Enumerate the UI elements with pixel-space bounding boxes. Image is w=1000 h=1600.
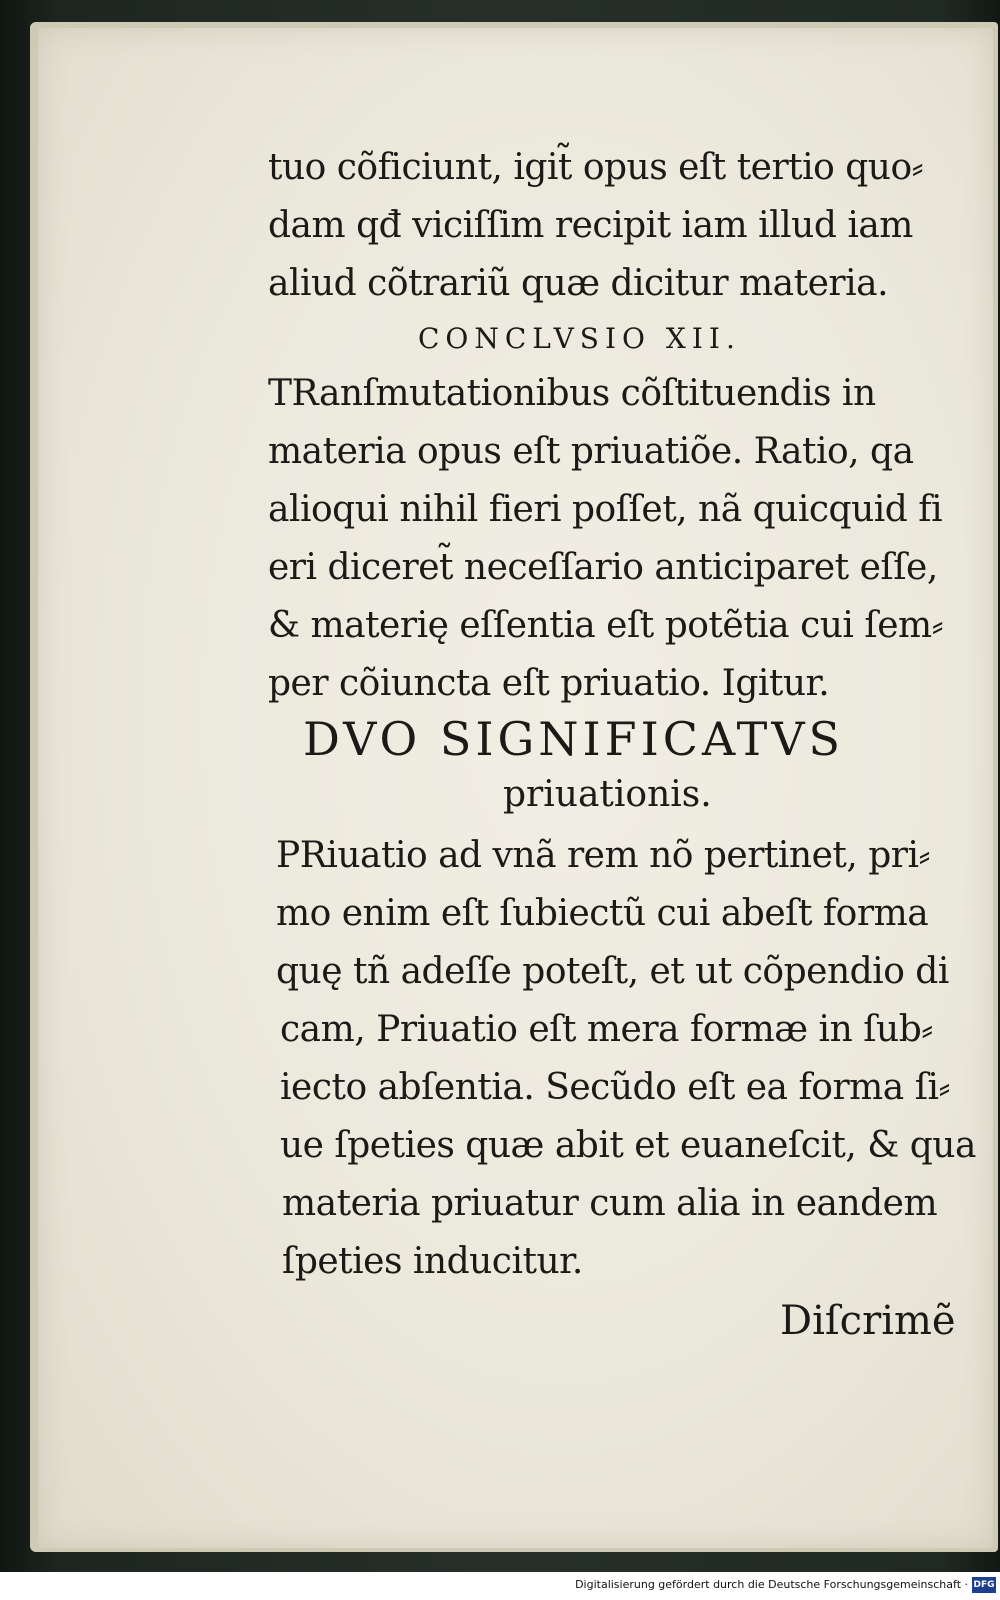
text-line: ue ſpeties quæ abit et euaneſcit, & qua	[280, 1125, 976, 1166]
conclusio-heading: CONCLVSIO XII.	[418, 322, 741, 355]
text-line: aliud cõtrariũ quæ dicitur materia.	[268, 263, 889, 304]
text-line: quę tñ adeſſe poteſt, et ut cõpendio di	[276, 951, 949, 992]
text-line: PRiuatio ad vnã rem nõ pertinet, pri⸗	[276, 835, 931, 876]
text-line: alioqui nihil fieri poſſet, nã quicquid fi	[268, 489, 943, 530]
dfg-logo-icon: DFG	[972, 1577, 996, 1593]
footer-bar	[0, 1572, 1000, 1600]
section-subheading: priuationis.	[503, 774, 712, 815]
text-line: mo enim eſt ſubiectũ cui abeſt forma	[276, 893, 929, 934]
text-line: dam qđ viciſſim recipit iam illud iam	[268, 205, 913, 246]
text-line: materia priuatur cum alia in eandem	[282, 1183, 938, 1224]
text-line: iecto abſentia. Secũdo eſt ea forma ſi⸗	[280, 1067, 951, 1108]
text-line: TRanſmutationibus cõſtituendis in	[268, 373, 876, 414]
text-line: cam, Priuatio eſt mera formæ in ſub⸗	[280, 1009, 933, 1050]
section-heading: DVO SIGNIFICATVS	[303, 712, 845, 766]
text-line: & materię eſſentia eſt potẽtia cui ſem⸗	[268, 605, 944, 646]
text-line: ſpeties inducitur.	[282, 1241, 583, 1282]
catchword: Diſcrimẽ	[780, 1298, 956, 1344]
text-line: per cõiuncta eſt priuatio. Igitur.	[268, 663, 830, 704]
text-line: eri diceret̃ neceſſario anticiparet eſſe,	[268, 547, 938, 588]
text-line: materia opus eſt priuatiõe. Ratio, qa	[268, 431, 914, 472]
book-page	[38, 28, 993, 1548]
text-line: tuo cõficiunt, igit̃ opus eſt tertio quo⸗	[268, 147, 924, 188]
funding-credit: Digitalisierung gefördert durch die Deutsche Forschungsgemeinschaft ·	[575, 1578, 968, 1591]
